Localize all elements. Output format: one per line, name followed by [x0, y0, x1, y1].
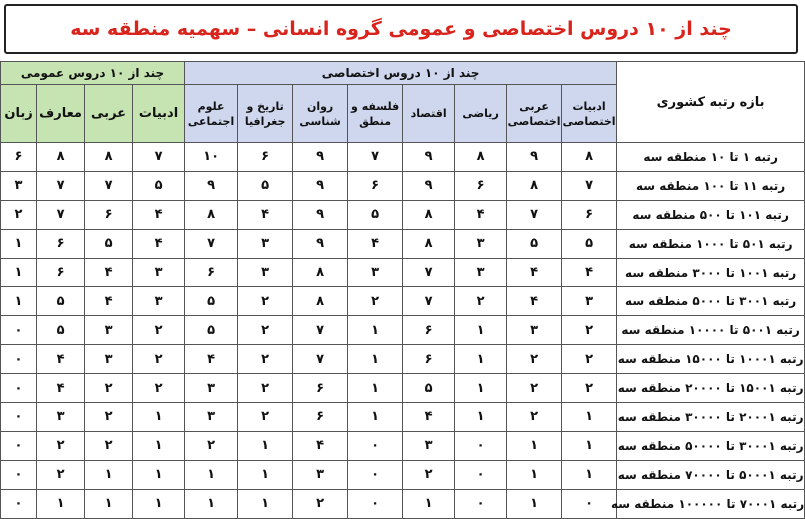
- score-cell: ۰: [1, 345, 37, 374]
- score-cell: ۲: [85, 403, 133, 432]
- specialized-subject-header: فلسفه و منطق: [348, 85, 403, 143]
- score-cell: ۹: [507, 143, 562, 172]
- score-cell: ۱: [455, 403, 507, 432]
- table-row: [1, 287, 805, 316]
- score-cell: ۵: [185, 316, 238, 345]
- score-cell: ۱: [455, 345, 507, 374]
- score-cell: ۴: [507, 258, 562, 287]
- score-cell: ۳: [348, 258, 403, 287]
- rank-range-cell: رتبه ۳۰۰۱ تا ۵۰۰۰ منطقه سه: [617, 287, 805, 316]
- score-cell: ۷: [185, 229, 238, 258]
- score-cell: ۷: [37, 171, 85, 200]
- score-cell: ۷: [403, 258, 455, 287]
- score-cell: ۳: [238, 229, 293, 258]
- score-cell: ۶: [1, 143, 37, 172]
- score-cell: ۳: [37, 403, 85, 432]
- score-cell: ۴: [85, 258, 133, 287]
- score-cell: ۴: [507, 287, 562, 316]
- score-cell: ۳: [185, 374, 238, 403]
- rank-range-cell: رتبه ۳۰۰۰۱ تا ۵۰۰۰۰ منطقه سه: [617, 431, 805, 460]
- score-cell: ۹: [185, 171, 238, 200]
- score-cell: ۲: [133, 316, 185, 345]
- score-cell: ۲: [133, 374, 185, 403]
- specialized-group-header: چند از ۱۰ دروس اختصاصی: [185, 62, 617, 85]
- score-cell: ۰: [1, 374, 37, 403]
- rank-range-cell: رتبه ۵۰۰۱ تا ۱۰۰۰۰ منطقه سه: [617, 316, 805, 345]
- score-cell: ۸: [293, 287, 348, 316]
- score-cell: ۳: [85, 345, 133, 374]
- score-cell: ۱: [1, 287, 37, 316]
- score-cell: ۰: [455, 460, 507, 489]
- score-cell: ۱: [1, 229, 37, 258]
- score-cell: ۵: [238, 171, 293, 200]
- score-cell: ۲: [238, 287, 293, 316]
- specialized-subject-header: تاریخ و جغرافیا: [238, 85, 293, 143]
- table-row: [1, 403, 805, 432]
- score-cell: ۸: [403, 229, 455, 258]
- score-cell: ۱: [507, 489, 562, 518]
- score-cell: ۷: [293, 345, 348, 374]
- score-cell: ۱: [133, 489, 185, 518]
- score-cell: ۳: [85, 316, 133, 345]
- score-cell: ۱: [455, 374, 507, 403]
- score-cell: ۵: [133, 171, 185, 200]
- score-cell: ۲: [562, 374, 617, 403]
- score-cell: ۲: [507, 345, 562, 374]
- rank-range-cell: رتبه ۵۰۱ تا ۱۰۰۰ منطقه سه: [617, 229, 805, 258]
- score-cell: ۴: [37, 374, 85, 403]
- score-cell: ۰: [348, 431, 403, 460]
- score-cell: ۴: [403, 403, 455, 432]
- general-subject-header: معارف: [37, 85, 85, 143]
- score-cell: ۶: [348, 171, 403, 200]
- score-cell: ۳: [562, 287, 617, 316]
- score-cell: ۰: [1, 431, 37, 460]
- specialized-subject-header: علوم اجتماعی: [185, 85, 238, 143]
- scores-table: [0, 61, 805, 519]
- score-cell: ۶: [293, 403, 348, 432]
- score-cell: ۱: [185, 489, 238, 518]
- score-cell: ۱: [507, 460, 562, 489]
- score-cell: ۱: [185, 460, 238, 489]
- score-cell: ۱: [562, 460, 617, 489]
- score-cell: ۹: [293, 229, 348, 258]
- score-cell: ۲: [1, 200, 37, 229]
- score-cell: ۱: [348, 345, 403, 374]
- score-cell: ۱: [85, 489, 133, 518]
- score-cell: ۳: [403, 431, 455, 460]
- specialized-subject-header: ریاضی: [455, 85, 507, 143]
- score-cell: ۵: [37, 287, 85, 316]
- score-cell: ۳: [455, 229, 507, 258]
- score-cell: ۳: [133, 258, 185, 287]
- table-row: [1, 431, 805, 460]
- score-cell: ۰: [455, 489, 507, 518]
- score-cell: ۱: [348, 403, 403, 432]
- score-cell: ۳: [238, 258, 293, 287]
- score-cell: ۳: [507, 316, 562, 345]
- rank-range-cell: رتبه ۱۰۱ تا ۵۰۰ منطقه سه: [617, 200, 805, 229]
- score-cell: ۴: [37, 345, 85, 374]
- score-cell: ۱: [133, 460, 185, 489]
- table-row: [1, 200, 805, 229]
- score-cell: ۷: [133, 143, 185, 172]
- score-cell: ۱: [348, 316, 403, 345]
- score-cell: ۳: [1, 171, 37, 200]
- score-cell: ۲: [37, 460, 85, 489]
- score-cell: ۸: [507, 171, 562, 200]
- score-cell: ۱: [562, 431, 617, 460]
- score-cell: ۱: [133, 431, 185, 460]
- score-cell: ۶: [37, 229, 85, 258]
- rank-range-cell: رتبه ۱ تا ۱۰ منطقه سه: [617, 143, 805, 172]
- score-cell: ۱: [238, 460, 293, 489]
- score-cell: ۴: [133, 200, 185, 229]
- table-row: [1, 460, 805, 489]
- score-cell: ۷: [562, 171, 617, 200]
- score-cell: ۲: [348, 287, 403, 316]
- score-cell: ۲: [133, 345, 185, 374]
- score-cell: ۱: [85, 460, 133, 489]
- score-cell: ۰: [1, 460, 37, 489]
- score-cell: ۲: [403, 460, 455, 489]
- score-cell: ۴: [133, 229, 185, 258]
- score-cell: ۴: [185, 345, 238, 374]
- page-title: چند از ۱۰ دروس اختصاصی و عمومی گروه انسانی – سهمیه منطقه سه: [4, 4, 798, 54]
- score-cell: ۲: [455, 287, 507, 316]
- score-cell: ۵: [562, 229, 617, 258]
- score-cell: ۹: [293, 143, 348, 172]
- score-cell: ۹: [293, 171, 348, 200]
- score-cell: ۲: [37, 431, 85, 460]
- score-cell: ۷: [293, 316, 348, 345]
- score-cell: ۰: [1, 489, 37, 518]
- score-cell: ۱: [562, 403, 617, 432]
- rank-range-cell: رتبه ۲۰۰۰۱ تا ۳۰۰۰۰ منطقه سه: [617, 403, 805, 432]
- score-cell: ۳: [133, 287, 185, 316]
- score-cell: ۶: [85, 200, 133, 229]
- score-cell: ۲: [185, 431, 238, 460]
- score-cell: ۸: [403, 200, 455, 229]
- score-cell: ۲: [562, 316, 617, 345]
- score-cell: ۲: [85, 431, 133, 460]
- score-cell: ۷: [37, 200, 85, 229]
- score-cell: ۱: [37, 489, 85, 518]
- score-cell: ۶: [562, 200, 617, 229]
- score-cell: ۲: [238, 374, 293, 403]
- specialized-subject-header: اقتصاد: [403, 85, 455, 143]
- score-cell: ۲: [507, 374, 562, 403]
- score-cell: ۱: [238, 489, 293, 518]
- score-cell: ۰: [348, 489, 403, 518]
- score-cell: ۰: [562, 489, 617, 518]
- table-row: [1, 143, 805, 172]
- score-cell: ۱: [133, 403, 185, 432]
- score-cell: ۶: [185, 258, 238, 287]
- score-cell: ۱: [238, 431, 293, 460]
- general-group-header: چند از ۱۰ دروس عمومی: [1, 62, 185, 85]
- score-cell: ۶: [293, 374, 348, 403]
- score-cell: ۲: [562, 345, 617, 374]
- rank-range-cell: رتبه ۱۵۰۰۱ تا ۲۰۰۰۰ منطقه سه: [617, 374, 805, 403]
- score-cell: ۰: [455, 431, 507, 460]
- score-cell: ۸: [185, 200, 238, 229]
- score-cell: ۲: [85, 374, 133, 403]
- general-subject-header: ادبیات: [133, 85, 185, 143]
- score-cell: ۰: [1, 316, 37, 345]
- table-row: [1, 374, 805, 403]
- score-cell: ۴: [348, 229, 403, 258]
- score-cell: ۲: [238, 316, 293, 345]
- score-cell: ۱۰: [185, 143, 238, 172]
- score-cell: ۶: [403, 345, 455, 374]
- score-cell: ۹: [293, 200, 348, 229]
- score-cell: ۱: [455, 316, 507, 345]
- score-cell: ۸: [562, 143, 617, 172]
- score-cell: ۱: [348, 374, 403, 403]
- score-cell: ۴: [455, 200, 507, 229]
- table-row: [1, 229, 805, 258]
- score-cell: ۸: [37, 143, 85, 172]
- table-row: [1, 171, 805, 200]
- score-cell: ۹: [403, 143, 455, 172]
- rank-range-cell: رتبه ۷۰۰۰۱ تا ۱۰۰۰۰۰ منطقه سه: [617, 489, 805, 518]
- specialized-subject-header: ادبیات اختصاصی: [562, 85, 617, 143]
- score-cell: ۵: [37, 316, 85, 345]
- table-row: [1, 316, 805, 345]
- score-cell: ۲: [293, 489, 348, 518]
- score-cell: ۸: [85, 143, 133, 172]
- score-cell: ۳: [455, 258, 507, 287]
- score-cell: ۵: [185, 287, 238, 316]
- rank-range-cell: رتبه ۱۰۰۰۱ تا ۱۵۰۰۰ منطقه سه: [617, 345, 805, 374]
- score-cell: ۶: [403, 316, 455, 345]
- score-cell: ۸: [455, 143, 507, 172]
- score-cell: ۶: [238, 143, 293, 172]
- score-cell: ۲: [238, 345, 293, 374]
- table-body: [1, 143, 805, 519]
- score-cell: ۴: [293, 431, 348, 460]
- score-cell: ۵: [403, 374, 455, 403]
- group-header-row: [1, 62, 805, 85]
- score-cell: ۴: [562, 258, 617, 287]
- table-row: [1, 489, 805, 518]
- score-cell: ۵: [348, 200, 403, 229]
- score-cell: ۱: [507, 431, 562, 460]
- score-cell: ۸: [293, 258, 348, 287]
- score-cell: ۱: [403, 489, 455, 518]
- table-row: [1, 258, 805, 287]
- score-cell: ۴: [238, 200, 293, 229]
- score-cell: ۵: [507, 229, 562, 258]
- table-row: [1, 345, 805, 374]
- specialized-subject-header: روان شناسی: [293, 85, 348, 143]
- score-cell: ۴: [85, 287, 133, 316]
- score-cell: ۷: [507, 200, 562, 229]
- score-cell: ۵: [85, 229, 133, 258]
- general-subject-header: زبان: [1, 85, 37, 143]
- rank-range-cell: رتبه ۵۰۰۰۱ تا ۷۰۰۰۰ منطقه سه: [617, 460, 805, 489]
- score-cell: ۹: [403, 171, 455, 200]
- general-subject-header: عربی: [85, 85, 133, 143]
- range-header: بازه رتبه کشوری: [617, 62, 805, 143]
- rank-range-cell: رتبه ۱۰۰۱ تا ۳۰۰۰ منطقه سه: [617, 258, 805, 287]
- rank-range-cell: رتبه ۱۱ تا ۱۰۰ منطقه سه: [617, 171, 805, 200]
- score-cell: ۶: [455, 171, 507, 200]
- score-cell: ۶: [37, 258, 85, 287]
- specialized-subject-header: عربی اختصاصی: [507, 85, 562, 143]
- score-cell: ۰: [348, 460, 403, 489]
- score-cell: ۷: [403, 287, 455, 316]
- score-cell: ۰: [1, 403, 37, 432]
- score-cell: ۳: [185, 403, 238, 432]
- score-cell: ۷: [85, 171, 133, 200]
- score-cell: ۲: [507, 403, 562, 432]
- score-cell: ۷: [348, 143, 403, 172]
- score-cell: ۲: [238, 403, 293, 432]
- score-cell: ۳: [293, 460, 348, 489]
- score-cell: ۱: [1, 258, 37, 287]
